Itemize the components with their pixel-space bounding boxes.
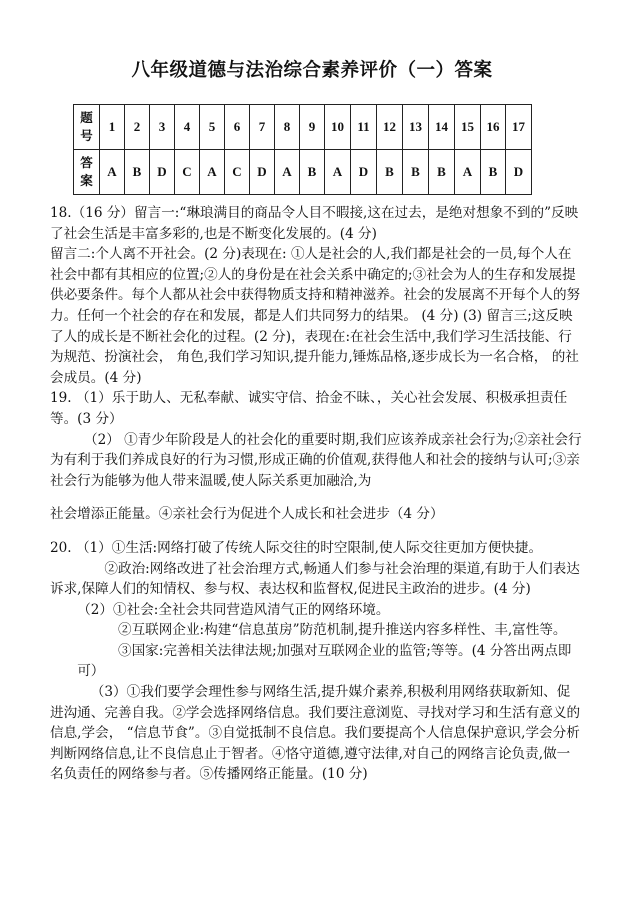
answer-cell: C	[175, 150, 200, 195]
q19-part3: 社会增添正能量。④亲社会行为促进个人成长和社会进步（4 分）	[50, 506, 444, 523]
question-number-cell: 6	[225, 105, 250, 150]
q20-part3: （2）①社会:全社会共同营造风清气正的网络环境。	[77, 601, 390, 618]
answer-cell: B	[377, 150, 403, 195]
page-title: 八年级道德与法治综合素养评价（一）答案	[131, 60, 493, 81]
question-number-cell: 13	[403, 105, 429, 150]
question-number-cell: 15	[455, 105, 481, 150]
q20-part1: 20. （1）①生活:网络打破了传统人际交往的时空限制,使人际交往更加方便快捷。	[50, 539, 543, 556]
question-number-cell: 14	[429, 105, 455, 150]
table-row-numbers	[74, 105, 532, 150]
answer-cell: D	[150, 150, 175, 195]
answer-cell: B	[125, 150, 150, 195]
answer-cell: A	[325, 150, 351, 195]
question-number-cell: 7	[250, 105, 275, 150]
answer-cell: A	[275, 150, 300, 195]
question-number-cell: 5	[200, 105, 225, 150]
answer-cell: A	[455, 150, 481, 195]
q20-part6: （3）①我们要学会理性参与网络生活,提升媒介素养,积极利用网络获取新知、促进沟通、完善自我。②学会选择网络信息。我们要注意浏览、寻找对学习和生活有意义的信息,学会， “信息节食”。③自觉抵制不良信息。我们要提高个人信息保护意识,学会分析判断网络信息,让不良信息止于智者。④恪守道德,遵守法律,对自己的网络言论负责,做一名负责任的网络参与者。⑤传播网络正能量。(10 分)	[50, 684, 581, 783]
q20-part2: ②政治:网络改进了社会治理方式,畅通人们参与社会治理的渠道,有助于人们表达诉求,保障人们的知情权、参与权、表达权和监督权,促进民主政治的进步。(4 分)	[50, 560, 580, 598]
answer-table	[73, 104, 532, 195]
table-header-cell	[74, 105, 100, 150]
question-number-cell: 10	[325, 105, 351, 150]
question-number-cell: 16	[481, 105, 506, 150]
answer-cell: D	[351, 150, 377, 195]
answer-cell: B	[481, 150, 506, 195]
answer-cell: A	[200, 150, 225, 195]
q20-part4: ②互联网企业:构建“信息茧房”防范机制,提升推送内容多样性、丰,富性等。	[117, 622, 567, 639]
question-number-cell: 3	[150, 105, 175, 150]
answer-cell: D	[506, 150, 532, 195]
q20-part5: ③国家:完善相关法律法规;加强对互联网企业的监管;等等。(4 分答出两点即可）	[77, 642, 572, 680]
question-number-cell: 9	[300, 105, 325, 150]
answer-cell: A	[100, 150, 125, 195]
table-header-cell	[74, 150, 100, 195]
question-number-cell: 4	[175, 105, 200, 150]
answer-cell: B	[403, 150, 429, 195]
answer-cell: C	[225, 150, 250, 195]
q18-part2: 留言二:个人离不开社会。(2 分)表现在: ①人是社会的人,我们都是社会的一员,每个人在社会中都有其相应的位置;②人的身份是在社会关系中确定的;③社会为人的生存和发展提供必要条件。每个人都从社会中获得物质支持和精神滋养。社会的发展离不开每个人的努力。任何一个社会的存在和发展，都是人们共同努力的结果。 (4 分) (3) 留言三;这反映了人的成长是不断社会化的过程。(2 分)，表现在:在社会生活中,我们学习生活技能、行为规范、扮演社会， 角色,我们学习知识,提升能力,锤炼品格,逐步成长为一名合格， 的社会成员。(4 分)	[50, 246, 581, 386]
question-number-cell: 8	[275, 105, 300, 150]
question-number-cell: 12	[377, 105, 403, 150]
question-number-cell: 17	[506, 105, 532, 150]
question-number-cell: 11	[351, 105, 377, 150]
question-number-cell: 1	[100, 105, 125, 150]
question-number-cell: 2	[125, 105, 150, 150]
q19-part1: 19. （1）乐于助人、无私奉献、诚实守信、拾金不昧、，关心社会发展、积极承担责任等。(3 分）	[50, 390, 568, 427]
answer-header: 答案	[80, 155, 93, 188]
answer-cell: B	[300, 150, 325, 195]
q19-part2: （2） ①青少年阶段是人的社会化的重要时期,我们应该养成亲社会行为;②亲社会行为有利于我们养成良好的行为习惯,形成正确的价值观,获得他人和社会的接纳与认可;③亲社会行为能够为他人带来温暖,使人际关系更加融洽,为	[50, 431, 582, 489]
question-number-header: 题号	[80, 110, 93, 143]
answer-cell: D	[250, 150, 275, 195]
q18-part1: 18.（16 分）留言一:“琳琅满目的商品令人目不暇接,这在过去，是绝对想象不到的”反映了社会生活是丰富多彩的,也是不断变化发展的。(4 分)	[50, 205, 579, 242]
answer-body	[50, 203, 582, 785]
table-row-answers	[74, 150, 532, 195]
answer-cell: B	[429, 150, 455, 195]
